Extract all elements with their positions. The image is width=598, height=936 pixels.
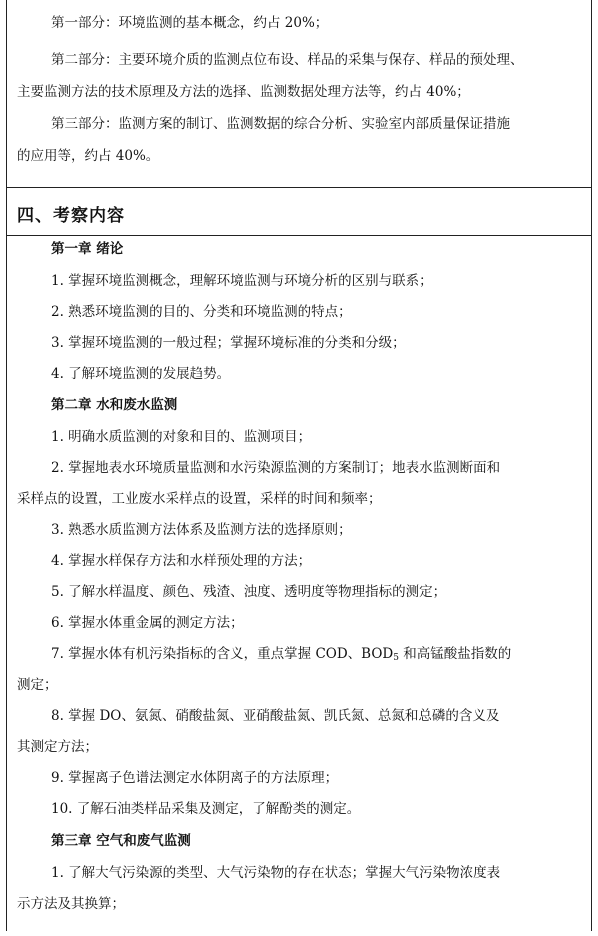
part-3-line-1: 第三部分：监测方案的制订、监测数据的综合分析、实验室内部质量保证措施 (51, 116, 510, 132)
ch3-item: 1. 了解大气污染源的类型、大气污染物的存在状态；掌握大气污染物浓度表 (51, 865, 501, 881)
ch1-item: 1. 掌握环境监测概念，理解环境监测与环境分析的区别与联系； (51, 273, 433, 289)
part-2-line-2: 主要监测方法的技术原理及方法的选择、监测数据处理方法等，约占 40%； (17, 84, 470, 100)
ch3-item-cont: 示方法及其换算； (17, 896, 125, 912)
chapter-2-title: 第二章 水和废水监测 (51, 397, 178, 413)
chapter-1-title: 第一章 绪论 (51, 241, 124, 257)
ch1-item: 3. 掌握环境监测的一般过程；掌握环境标准的分类和分级； (51, 335, 406, 351)
ch2-item-cod (51, 645, 585, 667)
section-title: 四、考察内容 (17, 206, 125, 226)
ch2-item-cont: 其测定方法； (17, 739, 98, 755)
ch2-item: 5. 了解水样温度、颜色、残渣、浊度、透明度等物理指标的测定； (51, 584, 447, 600)
subscript: 5 (393, 653, 399, 663)
content-cell (7, 236, 591, 936)
ch2-item: 9. 掌握离子色谱法测定水体阴离子的方法原理； (51, 770, 339, 786)
part-2-line-1: 第二部分：主要环境介质的监测点位布设、样品的采集与保存、样品的预处理、 (51, 52, 524, 68)
ch2-item-cont: 采样点的设置，工业废水采样点的设置，采样的时间和频率； (17, 491, 382, 507)
ch2-item: 1. 明确水质监测的对象和目的、监测项目； (51, 429, 312, 445)
ch2-item: 3. 熟悉水质监测方法体系及监测方法的选择原则； (51, 522, 352, 538)
ch2-item: 8. 掌握 DO、氨氮、硝酸盐氮、亚硝酸盐氮、凯氏氮、总氮和总磷的含义及 (51, 708, 500, 724)
part-1: 第一部分：环境监测的基本概念，约占 20%； (51, 15, 329, 31)
ch2-item: 10. 了解石油类样品采集及测定，了解酚类的测定。 (51, 801, 361, 817)
document-page (6, 0, 592, 931)
chapter-3-title: 第三章 空气和废气监测 (51, 833, 191, 849)
ch2-item: 4. 掌握水样保存方法和水样预处理的方法； (51, 553, 312, 569)
ch2-item-text: 和高锰酸盐指数的 (398, 646, 512, 662)
section-header-cell (7, 187, 591, 236)
ch2-item: 6. 掌握水体重金属的测定方法； (51, 615, 244, 631)
part-3-line-2: 的应用等，约占 40%。 (17, 148, 160, 164)
ch2-item-cont: 测定； (17, 677, 58, 693)
exam-structure-cell (7, 0, 591, 188)
ch1-item: 4. 了解环境监测的发展趋势。 (51, 366, 231, 382)
ch2-item: 2. 掌握地表水环境质量监测和水污染源监测的方案制订；地表水监测断面和 (51, 460, 501, 476)
ch2-item-text: 7. 掌握水体有机污染指标的含义，重点掌握 COD、BOD (51, 646, 394, 662)
ch1-item: 2. 熟悉环境监测的目的、分类和环境监测的特点； (51, 304, 352, 320)
